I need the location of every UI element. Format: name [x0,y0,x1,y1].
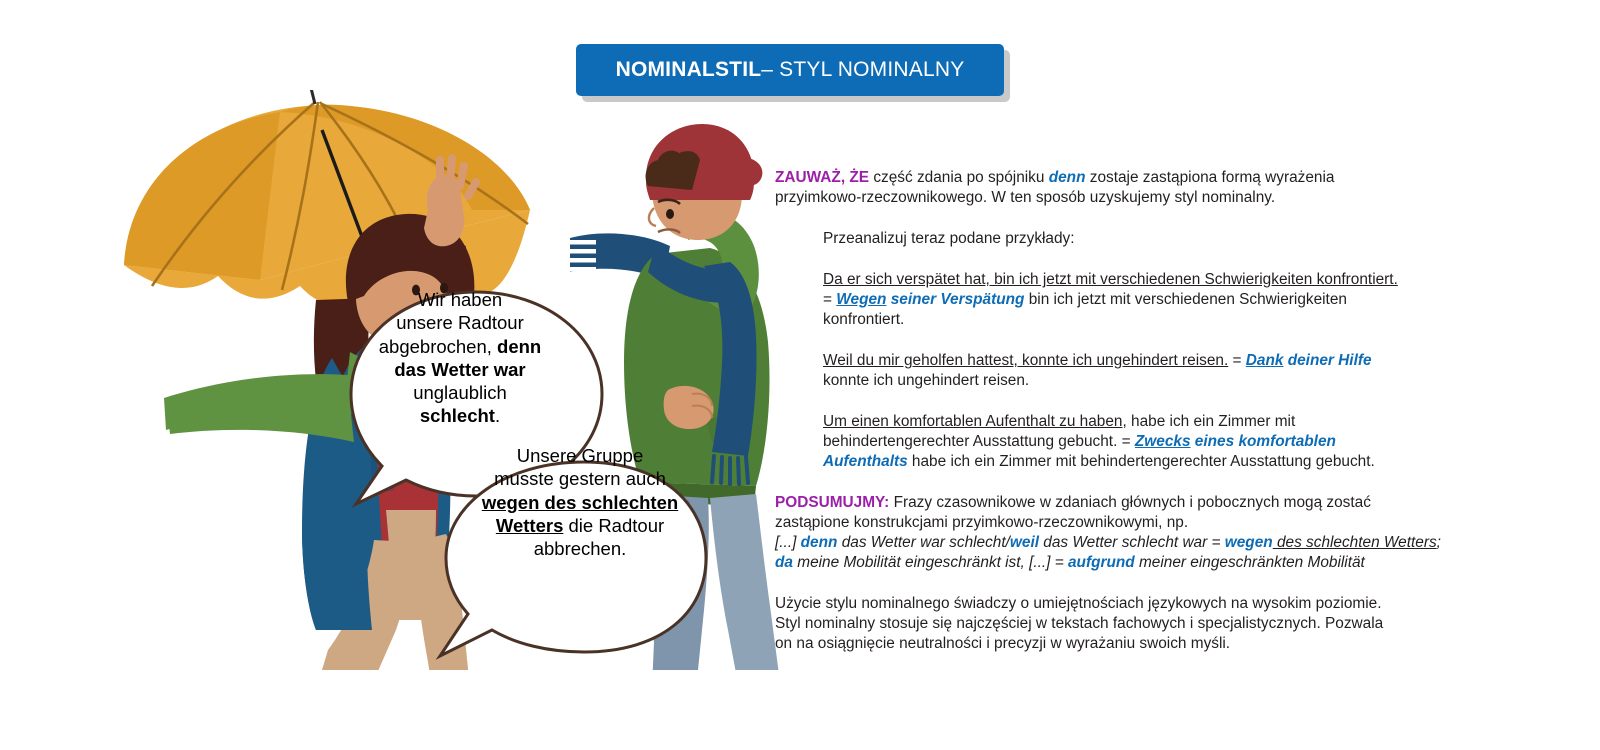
example-2-noun: deiner Hilfe [1283,352,1372,370]
example-1 [775,270,1475,330]
speech-bubble-woman-text [352,288,568,428]
example-3-noun2: Aufenthalts [823,453,908,471]
example-2-source: Weil du mir geholfen hattest, konnte ich ungehindert reisen. [823,352,1229,370]
example-1-noun: seiner Verspätung [886,291,1025,309]
example-2 [775,351,1475,391]
note-paragraph [775,168,1475,208]
example-3-rest2: habe ich ein Zimmer mit behindertengerechter Ausstattung gebucht. [907,453,1375,471]
bubble-segment: denn [497,335,542,357]
note-keyword-denn: denn [1048,169,1086,186]
summary-ex1-mid2: das Wetter schlecht war = [1039,534,1225,552]
bubble-segment: abgebrochen, [378,335,498,357]
explanation-panel [775,168,1475,654]
title-bar [576,44,1004,96]
summary-kw-da: da [775,554,793,572]
example-1-rest1: bin ich jetzt mit verschiedenen Schwierigkeiten [1024,291,1347,309]
bubble-segment: wegen des schlechten [481,491,679,513]
bubble-segment: unglaublich [413,382,507,404]
summary-ex1-tail-end: ; [1436,534,1441,552]
closing-line-1: Użycie stylu nominalnego świadczy o umiejętnościach językowych na wysokim poziomie. [775,595,1382,613]
speech-bubble-man-text [463,444,697,560]
example-3-source-line2: behindertengerechter Ausstattung gebucht. [823,433,1118,451]
example-3-noun: eines komfortablen [1190,433,1336,451]
example-3-prep: Zwecks [1134,433,1191,451]
bubble-segment: . [494,405,501,427]
summary-kw-weil: weil [1009,534,1040,552]
bubble-segment: die Radtour [563,514,665,536]
example-3-source-rest: , habe ich ein Zimmer mit [1122,413,1296,431]
slide-title [576,44,1004,96]
example-3 [775,412,1475,472]
example-1-equals: = [823,291,837,309]
bubble-segment: schlecht [419,405,495,427]
example-3-source: Um einen komfortablen Aufenthalt zu haben [823,413,1123,431]
example-2-rest2: konnte ich ungehindert reisen. [823,372,1030,390]
title-strong: NOMINALSTIL [615,58,762,81]
note-line2: przyimkowo-rzeczownikowego. W ten sposób uzyskujemy styl nominalny. [775,189,1276,207]
closing-line-2: Styl nominalny stosuje się najczęściej w tekstach fachowych i specjalistycznych. Pozwala [775,615,1384,633]
note-label: ZAUWAŻ, ŻE [775,169,870,186]
example-1-source: Da er sich verspätet hat, bin ich jetzt mit verschiedenen Schwierigkeiten konfrontiert. [823,271,1398,289]
title-rest: – STYL NOMINALNY [761,58,965,81]
closing-line-3: on na osiągnięcie neutralności i precyzji w wyrażaniu swoich myśli. [775,635,1231,653]
closing-paragraph [775,594,1475,654]
summary-kw-aufgrund: aufgrund [1068,554,1135,572]
summary-example-1-prefix: [...] [775,534,801,552]
summary-text-2: zastąpione konstrukcjami przyimkowo-rzeczownikowymi, np. [775,514,1189,532]
example-2-prep: Dank [1245,352,1284,370]
note-text-1: część zdania po spójniku [869,169,1049,186]
summary-kw-denn: denn [800,534,838,552]
example-1-prep: Wegen [836,291,887,309]
summary-ex2-tail: meiner eingeschränkten Mobilität [1134,554,1365,572]
summary-ex1-tail: des schlechten Wetters [1272,534,1437,552]
bubble-segment: das Wetter war [394,358,526,380]
bubble-segment: musste gestern auch [494,468,666,490]
summary-ex1-mid1: das Wetter war schlecht/ [837,534,1010,552]
example-1-rest2: konfrontiert. [823,311,905,329]
bubble-segment: Unsere Gruppe [516,445,644,466]
summary-kw-wegen: wegen [1224,534,1273,552]
bubble-segment: abbrechen. [533,538,627,560]
summary-text-1: Frazy czasownikowe w zdaniach głównych i pobocznych mogą zostać [889,494,1371,512]
example-3-equals: = [1117,433,1135,451]
man-head [646,124,763,240]
note-text-2: zostaje zastąpiona formą wyrażenia [1085,169,1335,186]
summary-paragraph [775,493,1475,573]
example-2-equals: = [1228,352,1246,370]
bubble-segment: Wetters [495,514,564,536]
bubble-segment: Wir haben [417,289,503,310]
summary-label: PODSUMUJMY: [775,494,890,512]
summary-ex2-mid1: meine Mobilität eingeschränkt ist, [...] = [792,554,1068,572]
bubble-segment: unsere Radtour [396,312,524,334]
instruction-line: Przeanalizuj teraz podane przykłady: [823,230,1075,248]
